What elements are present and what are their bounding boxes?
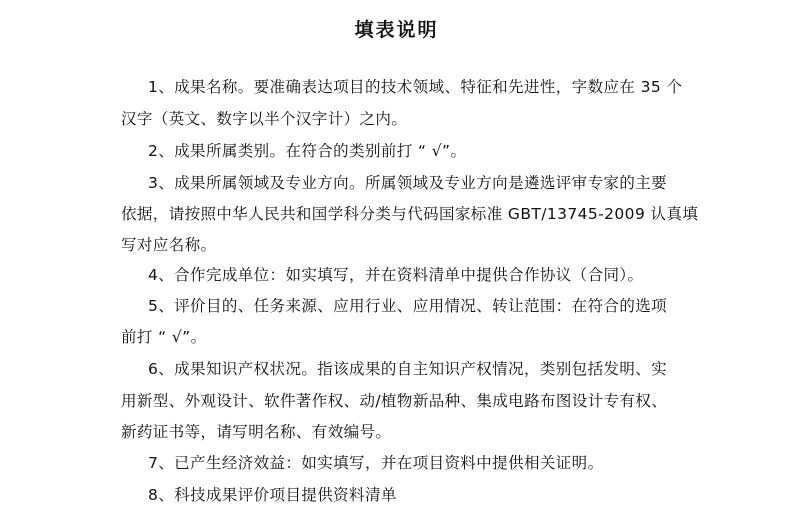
- item-7-line-1: 7、已产生经济效益：如实填写，并在项目资料中提供相关证明。: [148, 454, 604, 472]
- item-5-line-2: 前打 “ √”。: [121, 328, 207, 346]
- item-6-line-2: 用新型、外观设计、软件著作权、动/植物新品种、集成电路布图设计专有权、: [121, 392, 668, 410]
- item-1-line-1: 1、成果名称。要准确表达项目的技术领域、特征和先进性，字数应在 35 个: [148, 78, 683, 96]
- item-3-line-2: 依据，请按照中华人民共和国学科分类与代码国家标准 GBT/13745-2009 认真填: [121, 205, 699, 223]
- item-8-line-1: 8、科技成果评价项目提供资料清单: [148, 486, 397, 504]
- page-title: 填表说明: [354, 19, 439, 41]
- item-2-line-1: 2、成果所属类别。在符合的类别前打 “ √”。: [148, 142, 467, 160]
- item-3-line-1: 3、成果所属领域及专业方向。所属领域及专业方向是遴选评审专家的主要: [148, 174, 668, 192]
- item-3-line-3: 写对应名称。: [121, 236, 217, 254]
- item-6-line-3: 新药证书等，请写明名称、有效编号。: [121, 423, 392, 441]
- item-6-line-1: 6、成果知识产权状况。指该成果的自主知识产权情况，类别包括发明、实: [148, 360, 668, 378]
- item-4-line-1: 4、合作完成单位：如实填写，并在资料清单中提供合作协议（合同）。: [148, 266, 644, 284]
- item-5-line-1: 5、评价目的、任务来源、应用行业、应用情况、转让范围：在符合的选项: [148, 297, 668, 315]
- item-1-line-2: 汉字（英文、数字以半个汉字计）之内。: [121, 110, 408, 128]
